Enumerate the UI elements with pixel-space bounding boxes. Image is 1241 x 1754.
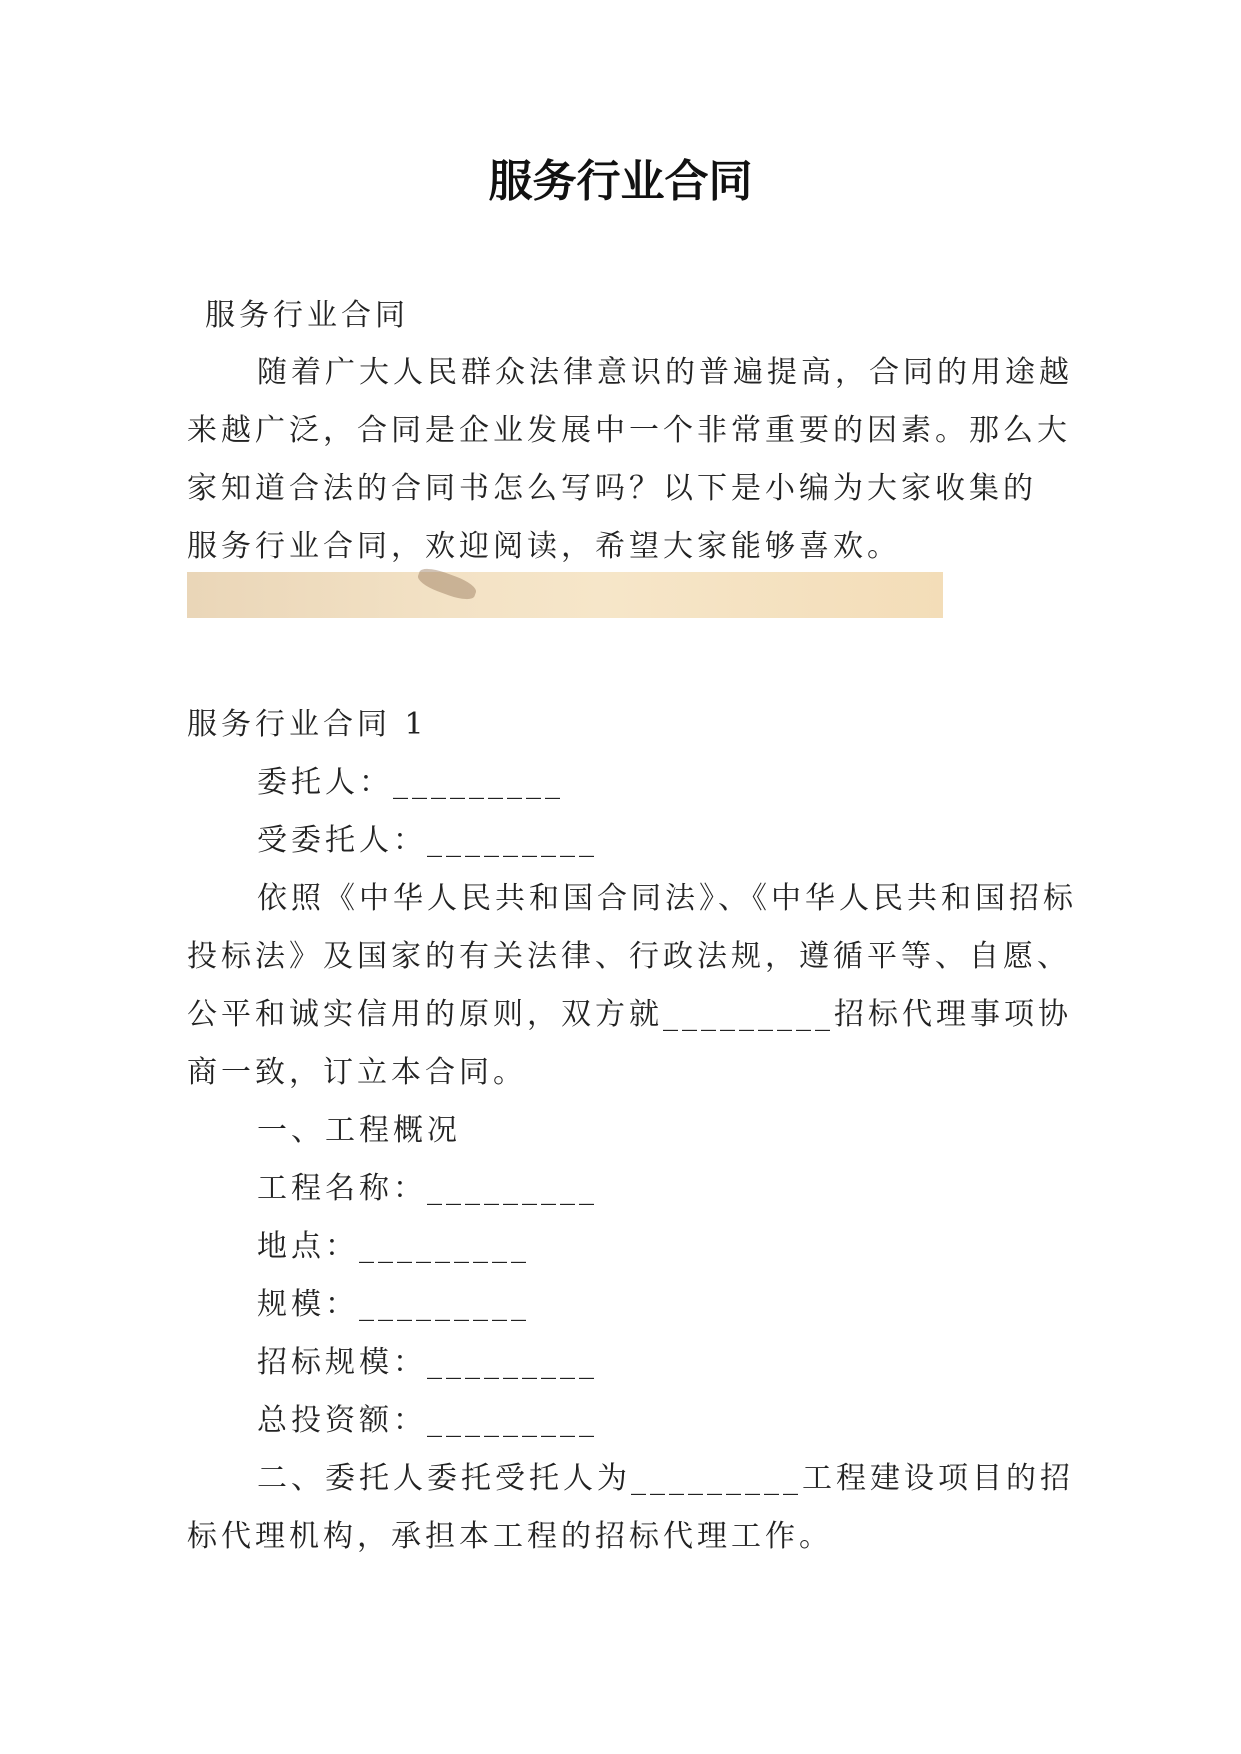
total-investment-line: 总投资额：_________ xyxy=(257,1403,598,1438)
basis-paragraph-line-2: 投标法》及国家的有关法律、行政法规，遵循平等、自愿、 xyxy=(187,939,1071,974)
basis-paragraph-line-3: 公平和诚实信用的原则，双方就_________招标代理事项协 xyxy=(187,997,1072,1032)
project-name-line: 工程名称：_________ xyxy=(257,1171,598,1206)
intro-paragraph-line-4: 服务行业合同，欢迎阅读，希望大家能够喜欢。 xyxy=(187,529,901,564)
document-title: 服务行业合同 xyxy=(488,156,753,207)
decorative-banner-image xyxy=(187,572,943,618)
section2-line-1: 二、委托人委托受托人为_________工程建设项目的招 xyxy=(257,1461,1074,1496)
intro-heading: 服务行业合同 xyxy=(205,298,409,333)
basis-paragraph-line-1: 依照《中华人民共和国合同法》、《中华人民共和国招标 xyxy=(257,881,1077,916)
section2-line-2: 标代理机构，承担本工程的招标代理工作。 xyxy=(187,1519,833,1554)
bid-scale-line: 招标规模：_________ xyxy=(257,1345,598,1380)
intro-paragraph-line-2: 来越广泛，合同是企业发展中一个非常重要的因素。那么大 xyxy=(187,413,1071,448)
agent-line: 受委托人：_________ xyxy=(257,823,598,858)
intro-paragraph-line-1: 随着广大人民群众法律意识的普遍提高，合同的用途越 xyxy=(257,355,1073,390)
basis-paragraph-line-4: 商一致，订立本合同。 xyxy=(187,1055,527,1090)
contract1-heading: 服务行业合同 1 xyxy=(187,707,428,742)
scale-line: 规模：_________ xyxy=(257,1287,530,1322)
banner-streak xyxy=(415,564,478,603)
intro-paragraph-line-3: 家知道合法的合同书怎么写吗？以下是小编为大家收集的 xyxy=(187,471,1037,506)
location-line: 地点：_________ xyxy=(257,1229,530,1264)
section1-title: 一、工程概况 xyxy=(257,1113,461,1148)
principal-line: 委托人：_________ xyxy=(257,765,564,800)
